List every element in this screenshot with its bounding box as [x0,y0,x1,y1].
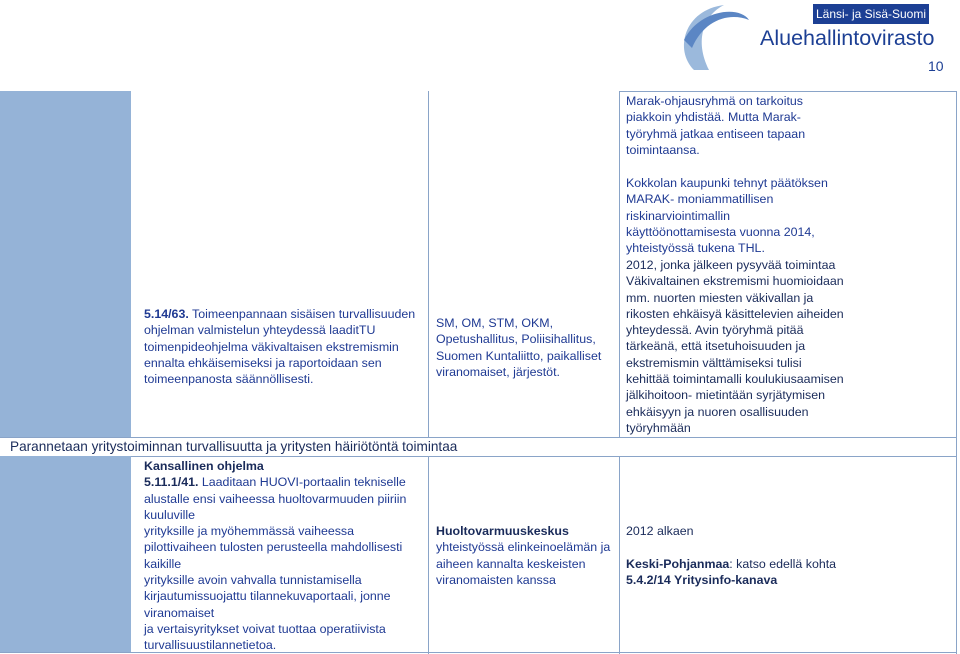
status-note: Marak-ohjausryhmä on tarkoitus piakkoin yhdistää. Mutta Marak- työryhmä jatkaa entiseen tapaan toimintaansa. [626,94,806,157]
measure-5-14-id: 5.14/63. [144,307,189,321]
column-divider-middle [428,91,429,437]
table-right-border [956,91,957,654]
extremism-status-note: 2012, jonka jälkeen pysyvää toimintaa Väkivaltainen ekstremismi huomioidaan mm. nuorten miesten väkivallan ja rikosten ehkäisyä käsittelevien aiheiden yhteydessä. Avin työryhmä pitää tärkeänä, että itsetuhoisuuden ja ekstremismin välttämiseksi tulisi kehittää toimintamalli koulukiusaamisen jälkihoitoon- mietintään syrjätymisen ehkäisyyn ja nuoren osallisuuden työryhmään [626,258,844,435]
program-label: Kansallinen ohjelma [144,459,264,473]
section-heading: Parannetaan yritystoiminnan turvallisuutta ja yritysten häiriötöntä toimintaa [10,439,458,454]
timing-text: 2012 alkaen [626,524,694,538]
measure-5-14-text: 5.14/63. Toimeenpannaan sisäisen turvallisuuden ohjelman valmistelun yhteydessä laaditTU toimenpideohjelma väkivaltaisen ekstremismin ennalta ehkäisemiseksi ja raportoidaan sen toimeenpanosta säännöllisesti. [144,307,416,387]
measure-5-11-id: 5.11.1/41. [144,475,199,490]
column-divider-right [619,91,620,437]
section-bottom-border [0,456,957,457]
page-number: 10 [928,58,944,74]
column-divider-middle-lower [428,456,429,654]
kokkola-decision-note: Kokkolan kaupunki tehnyt päätöksen MARAK- moniammatillisen riskinarviointimallin käyttöönottamisesta vuonna 2014, yhteistyössä tukena THL. [626,176,828,256]
table-top-border [619,91,957,92]
reference-item: 5.4.2/14 Yritysinfo-kanava [626,572,778,587]
measure-5-11-text: Kansallinen ohjelma 5.11.1/41. Laaditaan HUOVI-portaalin tekniselle alustalle ensi vaiheessa huoltovarmuuden piiriin kuuluville yrityksille ja myöhemmässä vaiheessa pilottivaiheen tulosten perusteella mahdollisesti kaikille yrityksille avoin vahvalla tunnistamisella kirjautumissuojattu tilannekuvaportaali, jonne viranomaiset ja vertaisyritykset voivat tuottaa operatiivista turvallisuustilannetietoa. [144,459,407,653]
region-name: Keski-Pohjanmaa [626,556,730,571]
agency-name: Aluehallintovirasto [760,26,935,50]
left-category-bar-upper [0,91,131,437]
measure-5-11-status: 2012 alkaen Keski-Pohjanmaa: katso edellä kohta 5.4.2/14 Yritysinfo-kanava [626,524,837,587]
measure-5-14-responsible: SM, OM, STM, OKM, Opetushallitus, Poliisihallitus, Suomen Kuntaliitto, paikalliset viranomaiset, järjestöt. [436,316,602,379]
left-category-bar-lower [0,456,131,652]
logo-swoosh-icon [664,0,754,78]
responsible-org: Huoltovarmuuskeskus [436,524,569,538]
column-divider-right-lower [619,456,620,654]
brand-region-label: Länsi- ja Sisä-Suomi [813,4,929,24]
measure-5-11-responsible: Huoltovarmuuskeskus yhteistyössä elinkeinoelämän ja aiheen kannalta keskeisten viranomaisten kanssa [436,524,611,587]
